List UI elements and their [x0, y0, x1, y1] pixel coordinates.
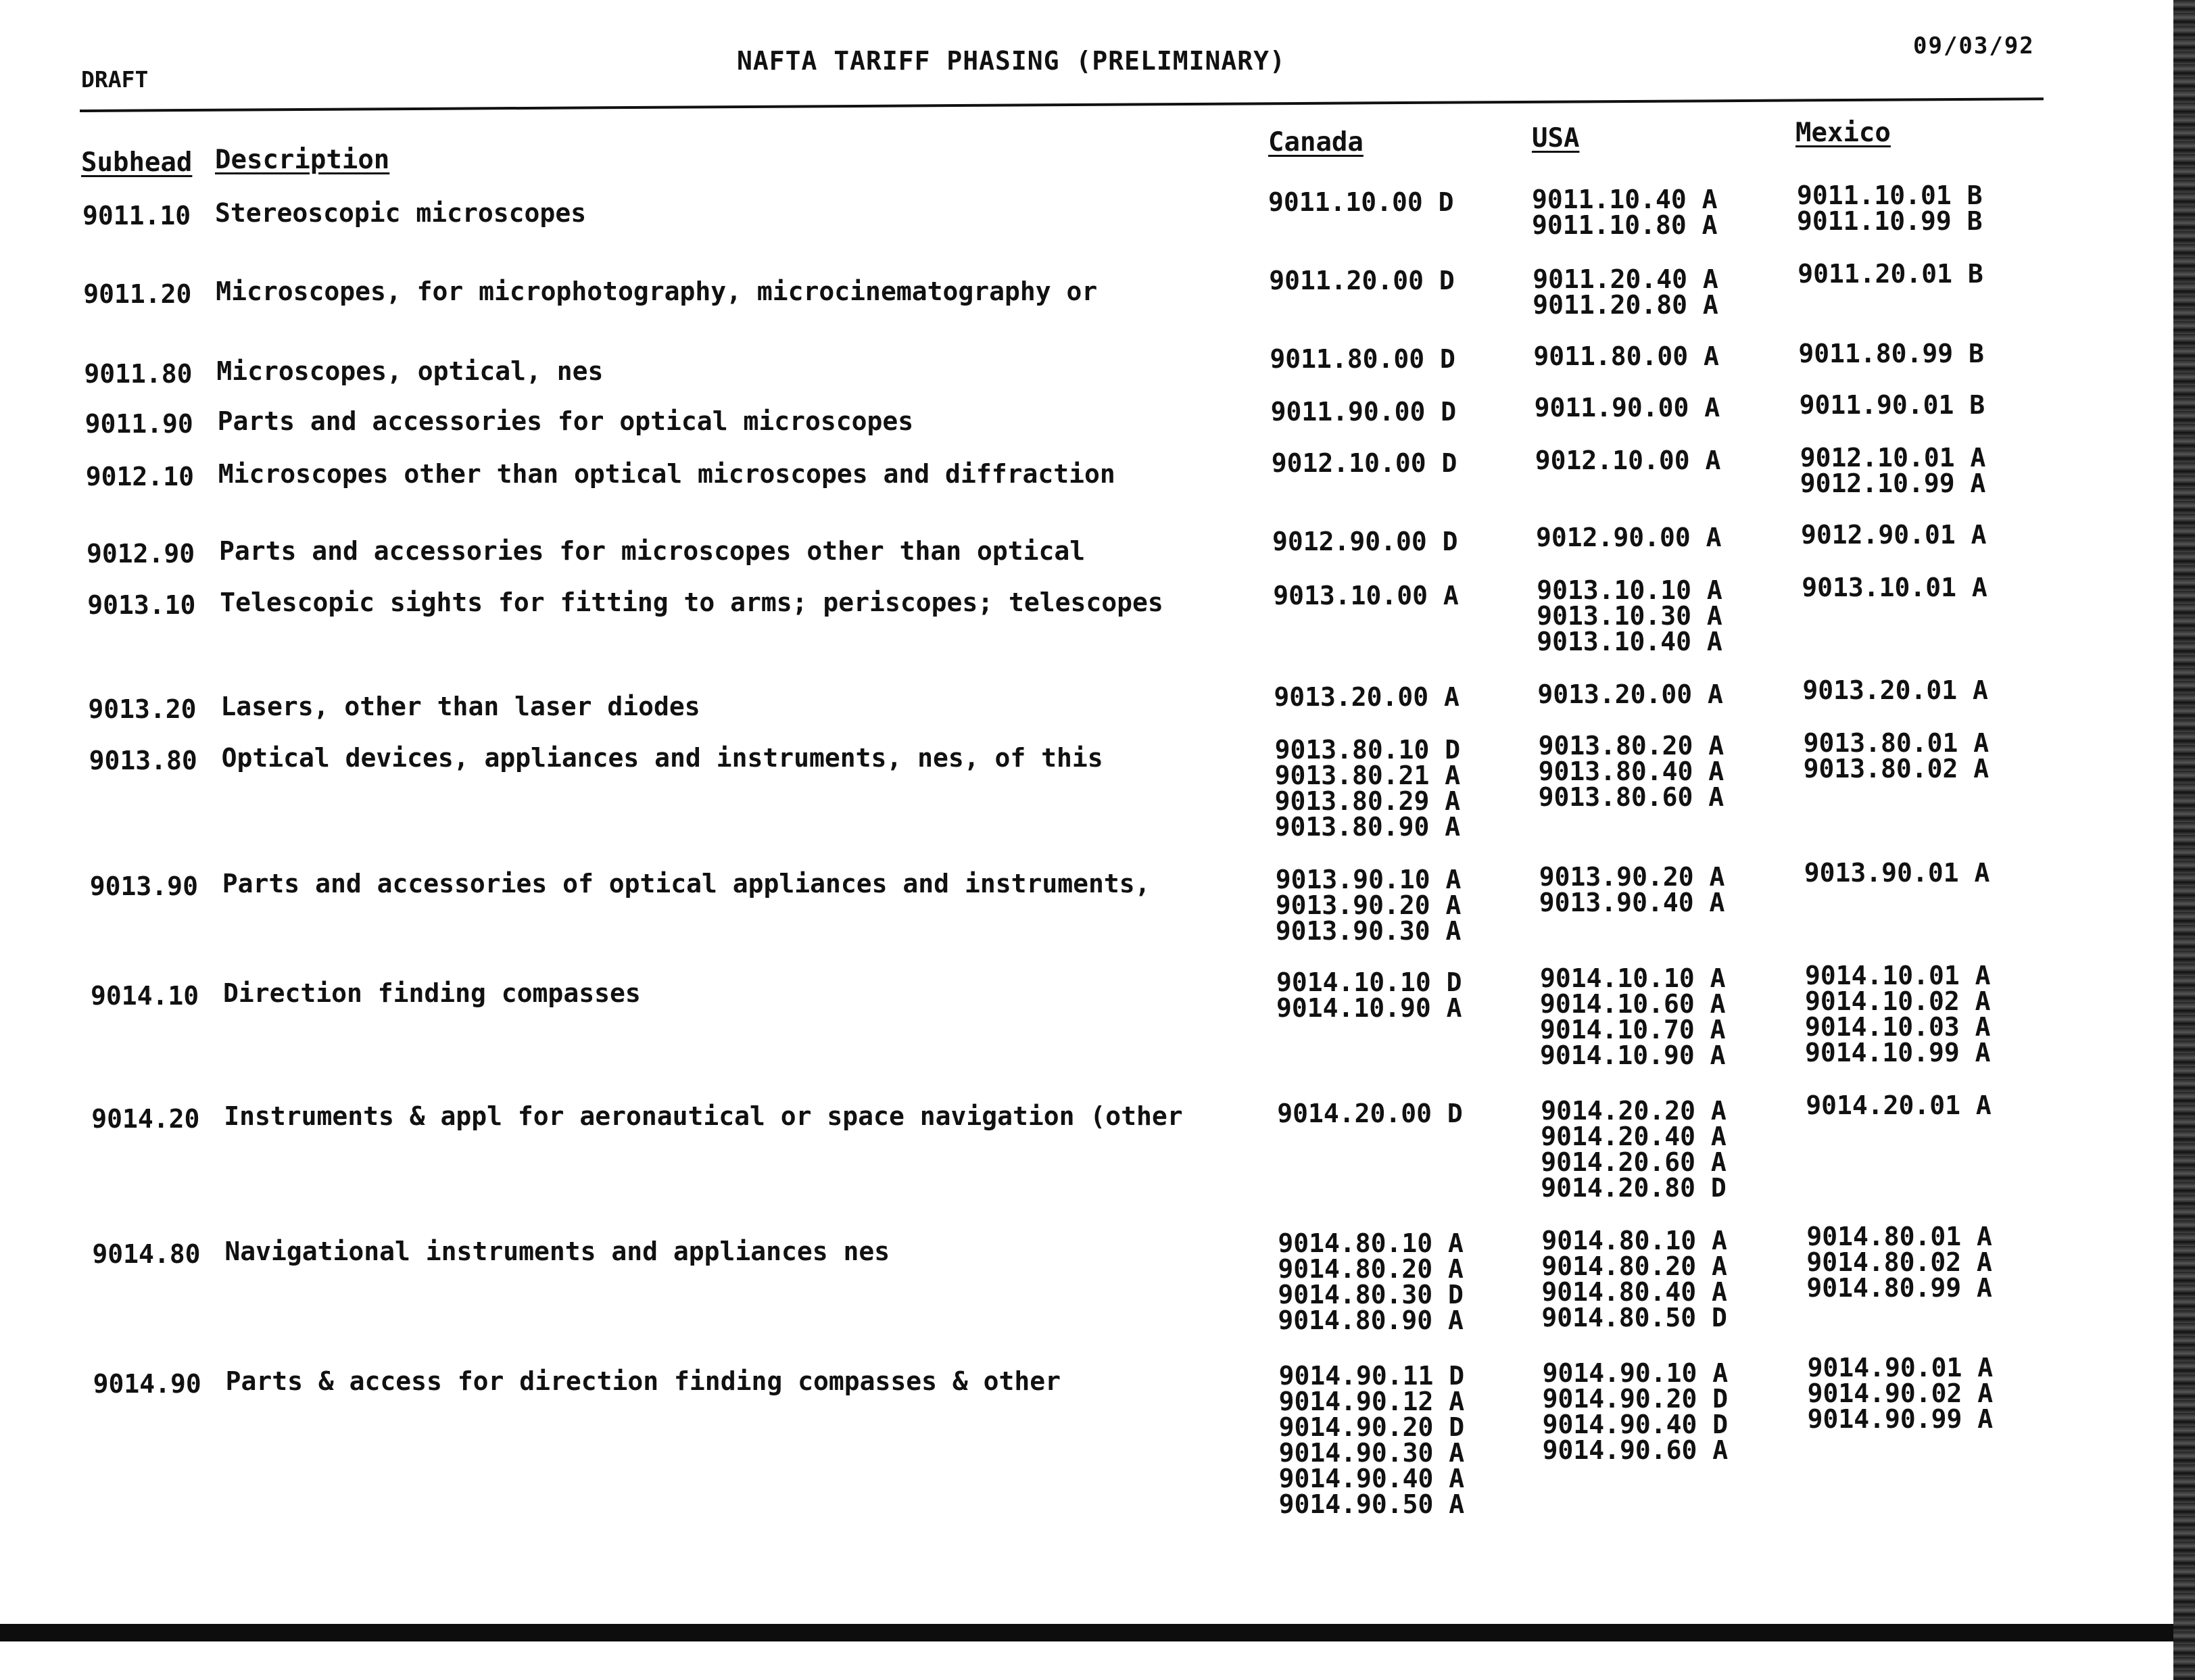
page-title: NAFTA TARIFF PHASING (PRELIMINARY) [737, 46, 1286, 76]
usa-codes [1539, 864, 1725, 915]
usa-codes [1533, 343, 1719, 369]
description-text: Microscopes, for microphotography, microcinematography or [216, 277, 1098, 306]
description-text: Parts and accessories of optical appliances and instruments, [222, 869, 1151, 898]
usa-tariff-code: 9013.90.40 A [1539, 888, 1725, 917]
canada-codes [1275, 737, 1461, 840]
canada-tariff-code: 9013.90.20 A [1275, 890, 1462, 920]
usa-codes [1535, 395, 1720, 421]
description-text: Telescopic sights for fitting to arms; periscopes; telescopes [220, 587, 1163, 617]
mexico-codes [1797, 183, 1983, 234]
mexico-codes [1802, 677, 1988, 703]
mexico-tariff-code: 9014.80.02 A [1806, 1247, 1992, 1277]
canada-tariff-code: 9014.80.10 A [1278, 1228, 1464, 1258]
mexico-codes [1798, 261, 1983, 287]
description-text: Lasers, other than laser diodes [220, 692, 700, 721]
canada-tariff-code: 9014.90.11 D [1278, 1361, 1465, 1391]
canada-tariff-code: 9011.90.00 D [1270, 397, 1457, 427]
scan-edge [2173, 0, 2195, 1680]
usa-tariff-code: 9011.20.40 A [1533, 264, 1718, 294]
canada-tariff-code: 9013.10.00 A [1273, 581, 1459, 610]
canada-tariff-code: 9012.10.00 D [1271, 448, 1457, 478]
canada-tariff-code: 9011.80.00 D [1270, 344, 1455, 374]
usa-tariff-code: 9013.90.20 A [1539, 862, 1725, 892]
usa-tariff-code: 9014.10.10 A [1540, 963, 1726, 993]
description-text: Stereoscopic microscopes [215, 198, 587, 228]
usa-tariff-code: 9014.80.50 D [1541, 1303, 1727, 1333]
usa-tariff-code: 9013.80.40 A [1538, 757, 1724, 786]
usa-tariff-code: 9014.10.90 A [1540, 1040, 1726, 1070]
description-text: Parts and accessories for optical microscopes [217, 406, 914, 436]
subhead-code: 9011.90 [85, 409, 193, 439]
canada-codes [1268, 189, 1454, 215]
canada-codes [1278, 1230, 1464, 1333]
mexico-tariff-code: 9014.10.02 A [1805, 986, 1991, 1016]
canada-codes [1274, 684, 1460, 710]
usa-tariff-code: 9013.20.00 A [1537, 679, 1723, 709]
mexico-tariff-code: 9013.80.02 A [1803, 754, 1989, 784]
usa-tariff-code: 9014.80.10 A [1541, 1226, 1727, 1255]
canada-tariff-code: 9014.80.20 A [1278, 1254, 1464, 1284]
canada-tariff-code: 9014.90.40 A [1278, 1464, 1465, 1493]
canada-codes [1269, 268, 1455, 293]
mexico-tariff-code: 9014.80.01 A [1806, 1222, 1992, 1251]
mexico-tariff-code: 9013.10.01 A [1802, 573, 1987, 602]
usa-codes [1532, 187, 1718, 238]
mexico-codes [1801, 522, 1987, 548]
canada-tariff-code: 9013.90.30 A [1275, 916, 1462, 946]
usa-codes [1539, 733, 1724, 810]
usa-codes [1540, 965, 1726, 1068]
canada-tariff-code: 9014.90.20 D [1278, 1412, 1465, 1442]
usa-tariff-code: 9013.80.20 A [1538, 731, 1724, 761]
canada-codes [1277, 1101, 1463, 1126]
column-header-usa: USA [1532, 123, 1580, 153]
canada-codes [1272, 529, 1458, 554]
canada-tariff-code: 9013.80.29 A [1274, 786, 1461, 816]
subhead-code: 9012.90 [87, 539, 195, 569]
usa-tariff-code: 9014.90.60 A [1542, 1435, 1729, 1465]
canada-tariff-code: 9014.10.90 A [1276, 993, 1462, 1023]
column-header-canada: Canada [1268, 127, 1364, 158]
canada-tariff-code: 9011.10.00 D [1268, 187, 1454, 217]
canada-codes [1271, 399, 1457, 425]
subhead-code: 9014.10 [91, 981, 199, 1011]
usa-tariff-code: 9014.20.40 A [1541, 1122, 1727, 1151]
usa-tariff-code: 9011.20.80 A [1533, 290, 1718, 320]
mexico-tariff-code: 9013.80.01 A [1803, 728, 1989, 758]
canada-tariff-code: 9014.90.30 A [1278, 1438, 1465, 1468]
usa-tariff-code: 9014.90.20 D [1542, 1384, 1729, 1414]
usa-tariff-code: 9012.10.00 A [1535, 446, 1721, 475]
description-text: Parts & access for direction finding compasses & other [225, 1366, 1061, 1396]
canada-codes [1273, 583, 1459, 608]
usa-tariff-code: 9014.20.60 A [1541, 1147, 1727, 1177]
mexico-tariff-code: 9014.80.99 A [1806, 1273, 1992, 1303]
canada-tariff-code: 9014.10.10 D [1276, 967, 1462, 997]
mexico-tariff-code: 9011.10.99 B [1797, 206, 1983, 236]
document-date: 09/03/92 [1913, 32, 2035, 59]
column-header-description: Description [215, 145, 390, 175]
subhead-code: 9011.10 [82, 201, 191, 231]
description-text: Direction finding compasses [223, 978, 641, 1008]
description-text: Microscopes other than optical microscopes and diffraction [218, 459, 1115, 489]
mexico-codes [1802, 575, 1987, 600]
canada-codes [1270, 346, 1455, 372]
canada-codes [1272, 450, 1457, 476]
mexico-tariff-code: 9014.10.01 A [1805, 961, 1991, 990]
bottom-border [0, 1624, 2173, 1641]
mexico-codes [1798, 341, 1984, 366]
usa-tariff-code: 9011.10.40 A [1532, 185, 1718, 214]
description-text: Microscopes, optical, nes [216, 356, 604, 386]
canada-tariff-code: 9014.90.12 A [1278, 1387, 1465, 1416]
usa-codes [1541, 1226, 1727, 1333]
usa-codes [1536, 525, 1722, 550]
canada-tariff-code: 9013.80.10 D [1274, 735, 1461, 765]
canada-tariff-code: 9013.80.21 A [1274, 761, 1461, 790]
canada-tariff-code: 9014.80.90 A [1278, 1305, 1464, 1335]
usa-codes [1537, 577, 1722, 654]
canada-tariff-code: 9013.80.90 A [1274, 812, 1461, 842]
canada-codes [1276, 867, 1462, 944]
usa-codes [1533, 266, 1718, 318]
column-header-subhead: Subhead [81, 147, 193, 178]
canada-tariff-code: 9012.90.00 D [1272, 527, 1458, 556]
mexico-tariff-code: 9014.90.02 A [1807, 1378, 1994, 1408]
description-text: Instruments & appl for aeronautical or space navigation (other [224, 1101, 1183, 1131]
subhead-code: 9012.10 [85, 462, 194, 491]
subhead-code: 9014.90 [93, 1369, 201, 1399]
mexico-tariff-code: 9012.10.99 A [1800, 469, 1986, 498]
subhead-code: 9011.20 [83, 279, 192, 309]
header-divider [80, 97, 2044, 112]
usa-tariff-code: 9014.20.20 A [1541, 1096, 1727, 1126]
usa-codes [1541, 1098, 1727, 1201]
mexico-codes [1804, 860, 1990, 886]
canada-tariff-code: 9014.20.00 D [1277, 1099, 1463, 1128]
canada-tariff-code: 9013.20.00 A [1274, 682, 1460, 712]
subhead-code: 9013.20 [88, 694, 197, 724]
usa-tariff-code: 9014.10.60 A [1540, 989, 1726, 1019]
usa-tariff-code: 9014.10.70 A [1540, 1015, 1726, 1045]
usa-tariff-code: 9014.90.40 D [1542, 1410, 1729, 1439]
usa-tariff-code: 9014.80.40 A [1541, 1277, 1727, 1307]
usa-tariff-code: 9013.10.40 A [1537, 627, 1722, 656]
mexico-codes [1805, 963, 1991, 1065]
usa-tariff-code: 9014.20.80 D [1541, 1173, 1727, 1203]
draft-label: DRAFT [81, 66, 149, 93]
subhead-code: 9013.90 [89, 871, 198, 901]
canada-tariff-code: 9011.20.00 D [1269, 266, 1455, 295]
usa-codes [1537, 681, 1723, 707]
usa-tariff-code: 9014.90.10 A [1542, 1358, 1729, 1388]
mexico-tariff-code: 9014.10.99 A [1805, 1038, 1991, 1067]
mexico-tariff-code: 9012.90.01 A [1801, 520, 1987, 550]
subhead-code: 9011.80 [84, 359, 193, 389]
mexico-tariff-code: 9014.20.01 A [1806, 1090, 1992, 1120]
usa-tariff-code: 9013.10.30 A [1537, 601, 1722, 631]
canada-codes [1279, 1363, 1465, 1517]
usa-codes [1535, 448, 1721, 473]
mexico-tariff-code: 9012.10.01 A [1800, 443, 1986, 473]
description-text: Parts and accessories for microscopes other than optical [219, 536, 1086, 566]
mexico-codes [1808, 1355, 1994, 1432]
canada-tariff-code: 9014.90.50 A [1278, 1489, 1465, 1519]
mexico-codes [1800, 392, 1985, 418]
mexico-codes [1806, 1090, 1992, 1120]
mexico-tariff-code: 9011.20.01 B [1798, 259, 1983, 289]
mexico-tariff-code: 9014.90.99 A [1807, 1404, 1994, 1434]
mexico-tariff-code: 9014.10.03 A [1805, 1012, 1991, 1042]
column-header-mexico: Mexico [1795, 118, 1891, 148]
description-text: Navigational instruments and appliances nes [224, 1237, 890, 1266]
usa-codes [1543, 1360, 1729, 1463]
mexico-tariff-code: 9013.20.01 A [1802, 675, 1988, 705]
subhead-code: 9014.20 [91, 1104, 200, 1134]
usa-tariff-code: 9011.10.80 A [1532, 210, 1718, 240]
canada-tariff-code: 9014.80.30 D [1278, 1280, 1464, 1310]
mexico-tariff-code: 9014.90.01 A [1807, 1353, 1994, 1383]
canada-codes [1276, 969, 1462, 1021]
canada-tariff-code: 9013.90.10 A [1275, 865, 1462, 894]
mexico-codes [1806, 1224, 1992, 1301]
usa-tariff-code: 9014.80.20 A [1541, 1251, 1727, 1281]
usa-tariff-code: 9011.90.00 A [1534, 393, 1720, 423]
subhead-code: 9014.80 [92, 1239, 201, 1269]
mexico-tariff-code: 9013.90.01 A [1804, 858, 1990, 888]
mexico-tariff-code: 9011.10.01 B [1797, 181, 1983, 210]
mexico-codes [1800, 445, 1986, 496]
mexico-codes [1804, 730, 1989, 782]
usa-tariff-code: 9012.90.00 A [1536, 523, 1722, 552]
description-text: Optical devices, appliances and instruments, nes, of this [221, 743, 1103, 773]
mexico-tariff-code: 9011.80.99 B [1798, 339, 1984, 368]
subhead-code: 9013.80 [89, 746, 197, 775]
usa-tariff-code: 9011.80.00 A [1533, 341, 1719, 371]
mexico-tariff-code: 9011.90.01 B [1799, 390, 1985, 420]
usa-tariff-code: 9013.10.10 A [1537, 575, 1722, 605]
subhead-code: 9013.10 [87, 590, 196, 620]
usa-tariff-code: 9013.80.60 A [1538, 782, 1724, 812]
